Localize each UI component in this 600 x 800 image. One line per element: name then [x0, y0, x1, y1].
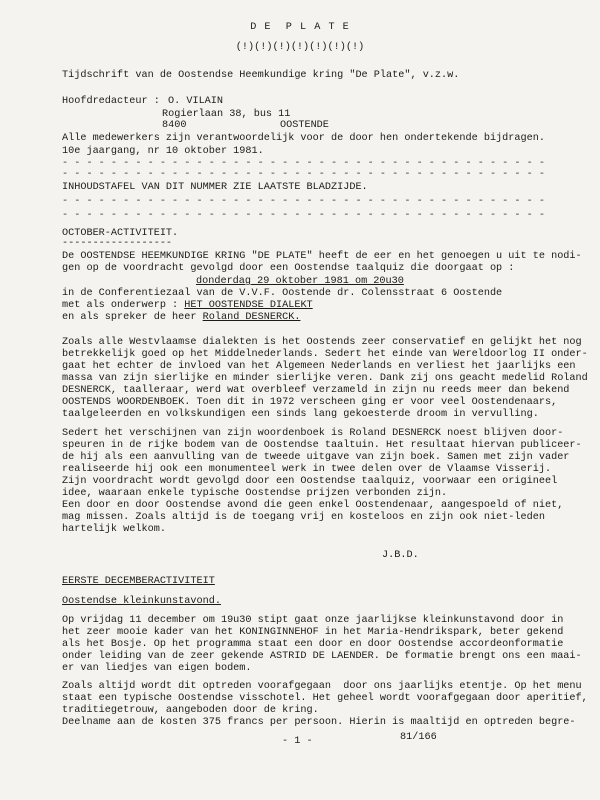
december-heading: EERSTE DECEMBERACTIVITEIT	[62, 576, 215, 587]
december-subheading: Oostendse kleinkunstavond.	[62, 596, 221, 607]
editor-city: OOSTENDE	[280, 120, 329, 131]
october-intro-line: De OOSTENDSE HEEMKUNDIGE KRING "DE PLATE" heeft de eer en het genoegen u uit te nodi-	[62, 251, 582, 262]
para-line: Zoals altijd wordt dit optreden voorafgegaan door ons jaarlijks etentje. Op het menu	[62, 681, 582, 692]
para-line: taalgeleerden en volkskundigen een sinds lang gekoesterde droom in vervulling.	[62, 409, 539, 420]
editor-name: O. VILAIN	[168, 96, 224, 107]
dash-separator-3: - - - - - - - - - - - - - - - - - - - - - - - - - - - - - - - - - - - - - - - -	[62, 196, 545, 207]
page-number: - 1 -	[282, 736, 313, 747]
masthead-ornament: (!)(!)(!)(!)(!)(!)(!)	[235, 42, 365, 53]
signature: J.B.D.	[382, 550, 419, 561]
editor-postcode: 8400	[162, 120, 187, 131]
para-line: er van liedjes van eigen bodem.	[62, 663, 252, 674]
para-line: gaat het echter de invloed van het Algemeen Nederlands en verliest het jaarlijks een	[62, 361, 576, 372]
para-line: het zeer mooie kader van het KONINGINNEHOF in het Maria-Hendrikspark, beter gekend	[62, 627, 564, 638]
editor-disclaimer: Alle medewerkers zijn verantwoordelijk voor de door hen ondertekende bijdragen.	[62, 133, 545, 144]
october-intro-line: gen op de voordracht gevolgd door een Oostendse taalquiz die doorgaat op :	[62, 263, 515, 274]
para-line: realiseerde hij ook een monumenteel werk in twee delen over de Vlaamse Visserij.	[62, 464, 552, 475]
editor-label: Hoofdredacteur :	[62, 96, 160, 107]
october-heading-rule: ------------------	[62, 238, 173, 249]
para-line: onder leiding van de zeer gekende ASTRID DE LAENDER. De formatie brengt ons een maai-	[62, 651, 582, 662]
para-line: staat een typische Oostendse visschotel. Het geheel wordt voorafgegaan door aperitief,	[62, 693, 588, 704]
document-reference: 81/166	[400, 732, 437, 743]
masthead-subtitle: Tijdschrift van de Oostendse Heemkundige kring "De Plate", v.z.w.	[62, 70, 460, 81]
subject-prefix: met als onderwerp :	[62, 300, 185, 311]
masthead-title: D E P L A T E	[250, 22, 350, 33]
speaker-prefix: en als spreker de heer	[62, 312, 203, 323]
para-line: hartelijk welkom.	[62, 524, 166, 535]
event-venue: in de Conferentiezaal van de V.V.F. Oostende dr. Colensstraat 6 Oostende	[62, 288, 503, 299]
toc-notice: INHOUDSTAFEL VAN DIT NUMMER ZIE LAATSTE BLADZIJDE.	[62, 182, 368, 193]
dash-separator-4: - - - - - - - - - - - - - - - - - - - - - - - - - - - - - - - - - - - - - - - -	[62, 210, 545, 221]
issue-info: 10e jaargang, nr 10 oktober 1981.	[62, 146, 264, 157]
para-line: Zijn voordracht wordt gevolgd door een Oostendse taalquiz, voorwaar een origineel	[62, 476, 558, 487]
para-line: Deelname aan de kosten 375 francs per persoon. Hierin is maaltijd en optreden begre-	[62, 717, 576, 728]
event-subject-line	[62, 300, 313, 313]
para-line: massa van zijn sierlijke en minder sierlijke veren. Dank zij ons geacht medelid Roland	[62, 373, 588, 384]
dash-separator-1: - - - - - - - - - - - - - - - - - - - - - - - - - - - - - - - - - - - - - - - -	[62, 158, 545, 169]
para-line: mag missen. Zoals altijd is de toegang vrij en kosteloos en zijn ook niet-leden	[62, 512, 545, 523]
para-line: traditiegetrouw, aangeboden door de kring.	[62, 705, 319, 716]
para-line: betrekkelijk goed op het Middelnederlands. Sedert het einde van Wereldoorlog II onder-	[62, 349, 588, 360]
event-speaker-line	[62, 312, 300, 325]
para-line: Zoals alle Westvlaamse dialekten is het Oostends zeer conservatief en gelijkt het nog	[62, 337, 582, 348]
para-line: DESNERCK, taalleraar, werd wat overbleef verzameld in zijn nu reeds meer dan bekend	[62, 385, 570, 396]
para-line: speuren in de rijke bodem van de Oostendse taaltuin. Het resultaat hiervan publiceer-	[62, 440, 582, 451]
event-speaker: Roland DESNERCK.	[202, 312, 301, 323]
para-line: als het Bosje. Op het programma staat een door en door Oostendse accordeonformatie	[62, 639, 564, 650]
para-line: OOSTENDS WOORDENBOEK. Toen dit in 1972 verscheen ging er voor veel Oostendenaars,	[62, 397, 558, 408]
editor-street: Rogierlaan 38, bus 11	[162, 109, 291, 120]
dash-separator-2: - - - - - - - - - - - - - - - - - - - - - - - - - - - - - - - - - - - - - - - -	[62, 169, 545, 180]
event-date: donderdag 29 oktober 1981 om 20u30	[196, 276, 404, 287]
para-line: de hij als een aanvulling van de tweede uitgave van zijn boek. Samen met zijn vader	[62, 452, 570, 463]
para-line: Een door en door Oostendse avond die geen enkel Oostendenaar, aangespoeld of niet,	[62, 500, 564, 511]
para-line: idee, waaraan enkele typische Oostendse prijzen verbonden zijn.	[62, 488, 448, 499]
para-line: Sedert het verschijnen van zijn woordenboek is Roland DESNERCK noest blijven door-	[62, 428, 564, 439]
event-subject: HET OOSTENDSE DIALEKT	[184, 300, 313, 311]
october-heading: OCTOBER-ACTIVITEIT.	[62, 228, 179, 239]
para-line: Op vrijdag 11 december om 19u30 stipt gaat onze jaarlijkse kleinkunstavond door in	[62, 615, 564, 626]
